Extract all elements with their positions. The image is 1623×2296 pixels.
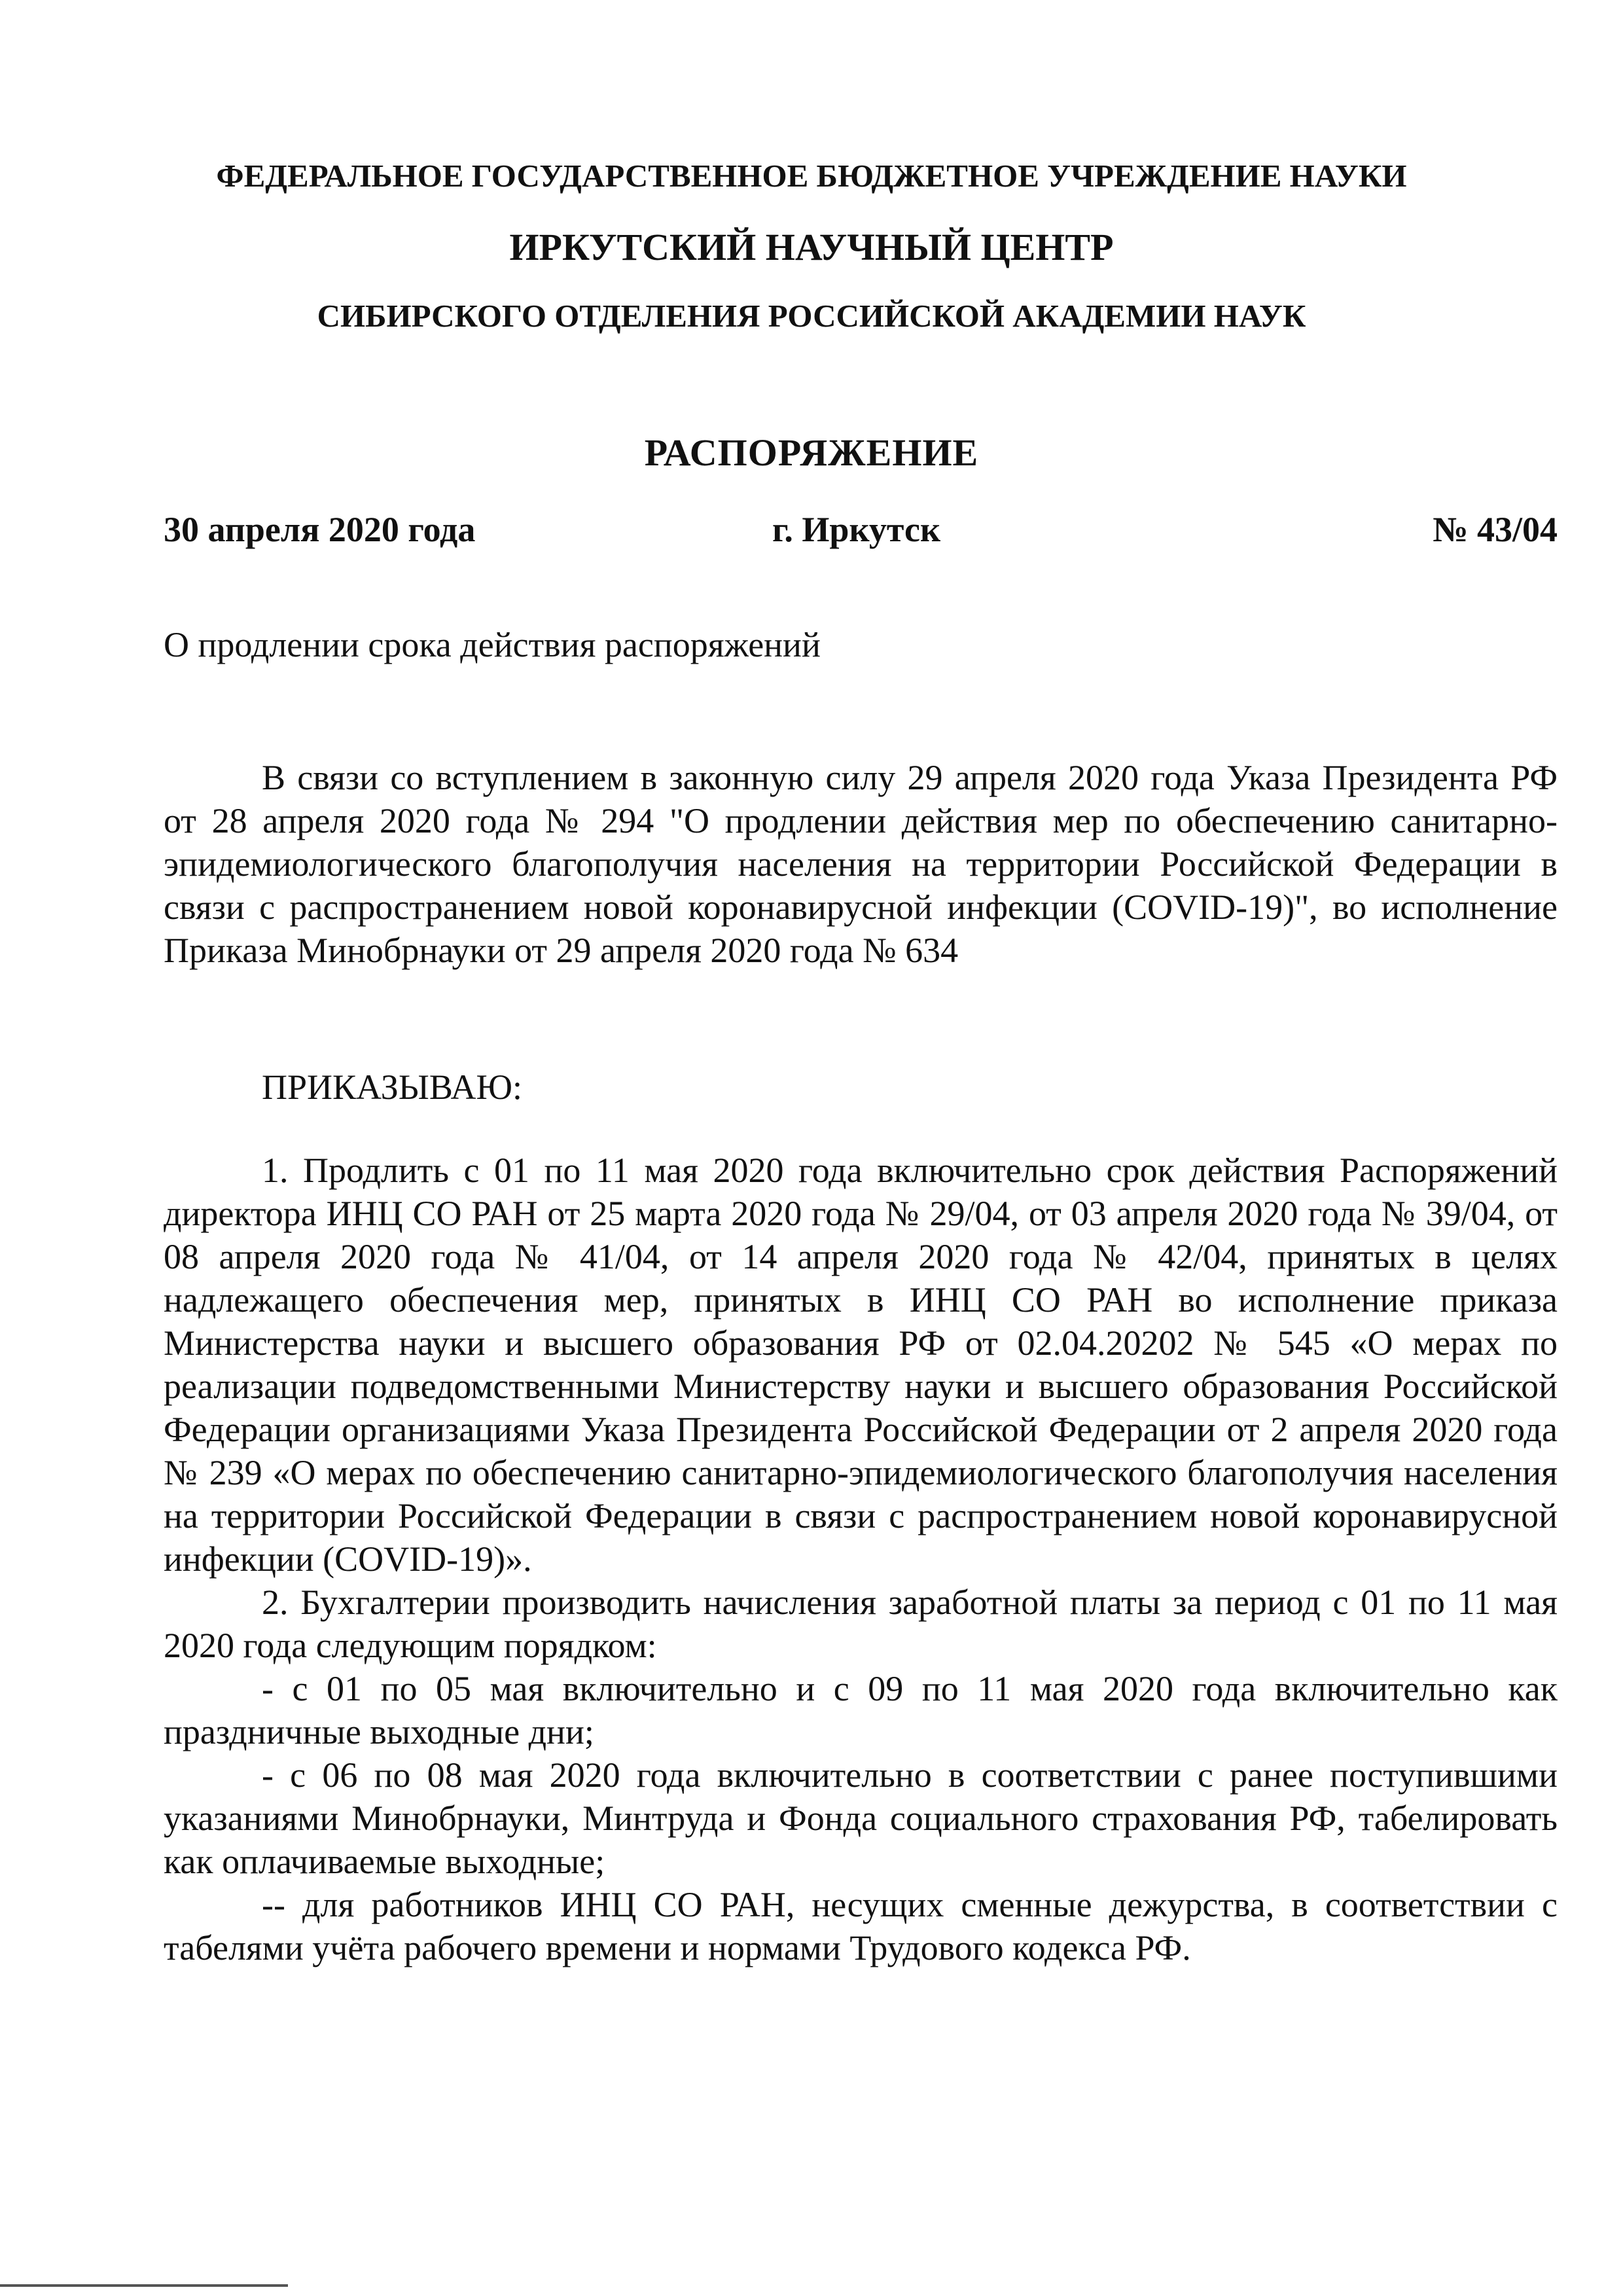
document-title: РАСПОРЯЖЕНИЕ [644,431,979,474]
document-number: № 43/04 [1433,510,1558,549]
org-header-line-1: ФЕДЕРАЛЬНОЕ ГОСУДАРСТВЕННОЕ БЮДЖЕТНОЕ УЧРЕЖДЕНИЕ НАУКИ [216,158,1407,194]
document-city: г. Иркутск [772,510,941,549]
org-header-line-3: СИБИРСКОГО ОТДЕЛЕНИЯ РОССИЙСКОЙ АКАДЕМИИ НАУК [317,298,1306,334]
order-items [164,1149,1558,1969]
document-subject: О продлении срока действия распоряжений [164,625,821,664]
order-word: ПРИКАЗЫВАЮ: [262,1067,522,1107]
preamble-section [164,756,1558,972]
scan-edge-line [0,2284,288,2287]
order-section [164,1066,1558,1109]
order-item-2-subitem-1: - с 01 по 05 мая включительно и с 09 по 11 мая 2020 года включительно как праздничные выходные дни; [164,1669,1558,1751]
order-item-2: 2. Бухгалтерии производить начисления заработной платы за период с 01 по 11 мая 2020 года следующим порядком: [164,1583,1558,1665]
org-header-line-2: ИРКУТСКИЙ НАУЧНЫЙ ЦЕНТР [509,226,1114,268]
order-item-2-subitem-3: -- для работников ИНЦ СО РАН, несущих сменные дежурства, в соответствии с табелями учёта рабочего времени и нормами Трудового кодекса РФ. [164,1885,1558,1967]
order-item-2-subitem-2: - с 06 по 08 мая 2020 года включительно в соответствии с ранее поступившими указаниями Минобрнауки, Минтруда и Фонда социального страхования РФ, табелировать как оплачиваемые выходные; [164,1755,1558,1881]
preamble-paragraph: В связи со вступлением в законную силу 29 апреля 2020 года Указа Президента РФ от 28 апреля 2020 года № 294 "О продлении действия мер по обеспечению санитарно-эпидемиологического благополучия населения на территории Российской Федерации в связи с распространением новой коронавирусной инфекции (COVID-19)", во исполнение Приказа Минобрнауки от 29 апреля 2020 года № 634 [164,758,1558,970]
order-item-1: 1. Продлить с 01 по 11 мая 2020 года включительно срок действия Распоряжений директора ИНЦ СО РАН от 25 марта 2020 года № 29/04, от 03 апреля 2020 года № 39/04, от 08 апреля 2020 года № 41/04, от 14 апреля 2020 года № 42/04, принятых в целях надлежащего обеспечения мер, принятых в ИНЦ СО РАН во исполнение приказа Министерства науки и высшего образования РФ от 02.04.20202 № 545 «О мерах по реализации подведомственными Министерству науки и высшего образования Российской Федерации организациями Указа Президента Российской Федерации от 2 апреля 2020 года № 239 «О мерах по обеспечению санитарно-эпидемиологического благополучия населения на территории Российской Федерации в связи с распространением новой коронавирусной инфекции (COVID-19)». [164,1151,1558,1579]
document-date: 30 апреля 2020 года [164,510,476,549]
